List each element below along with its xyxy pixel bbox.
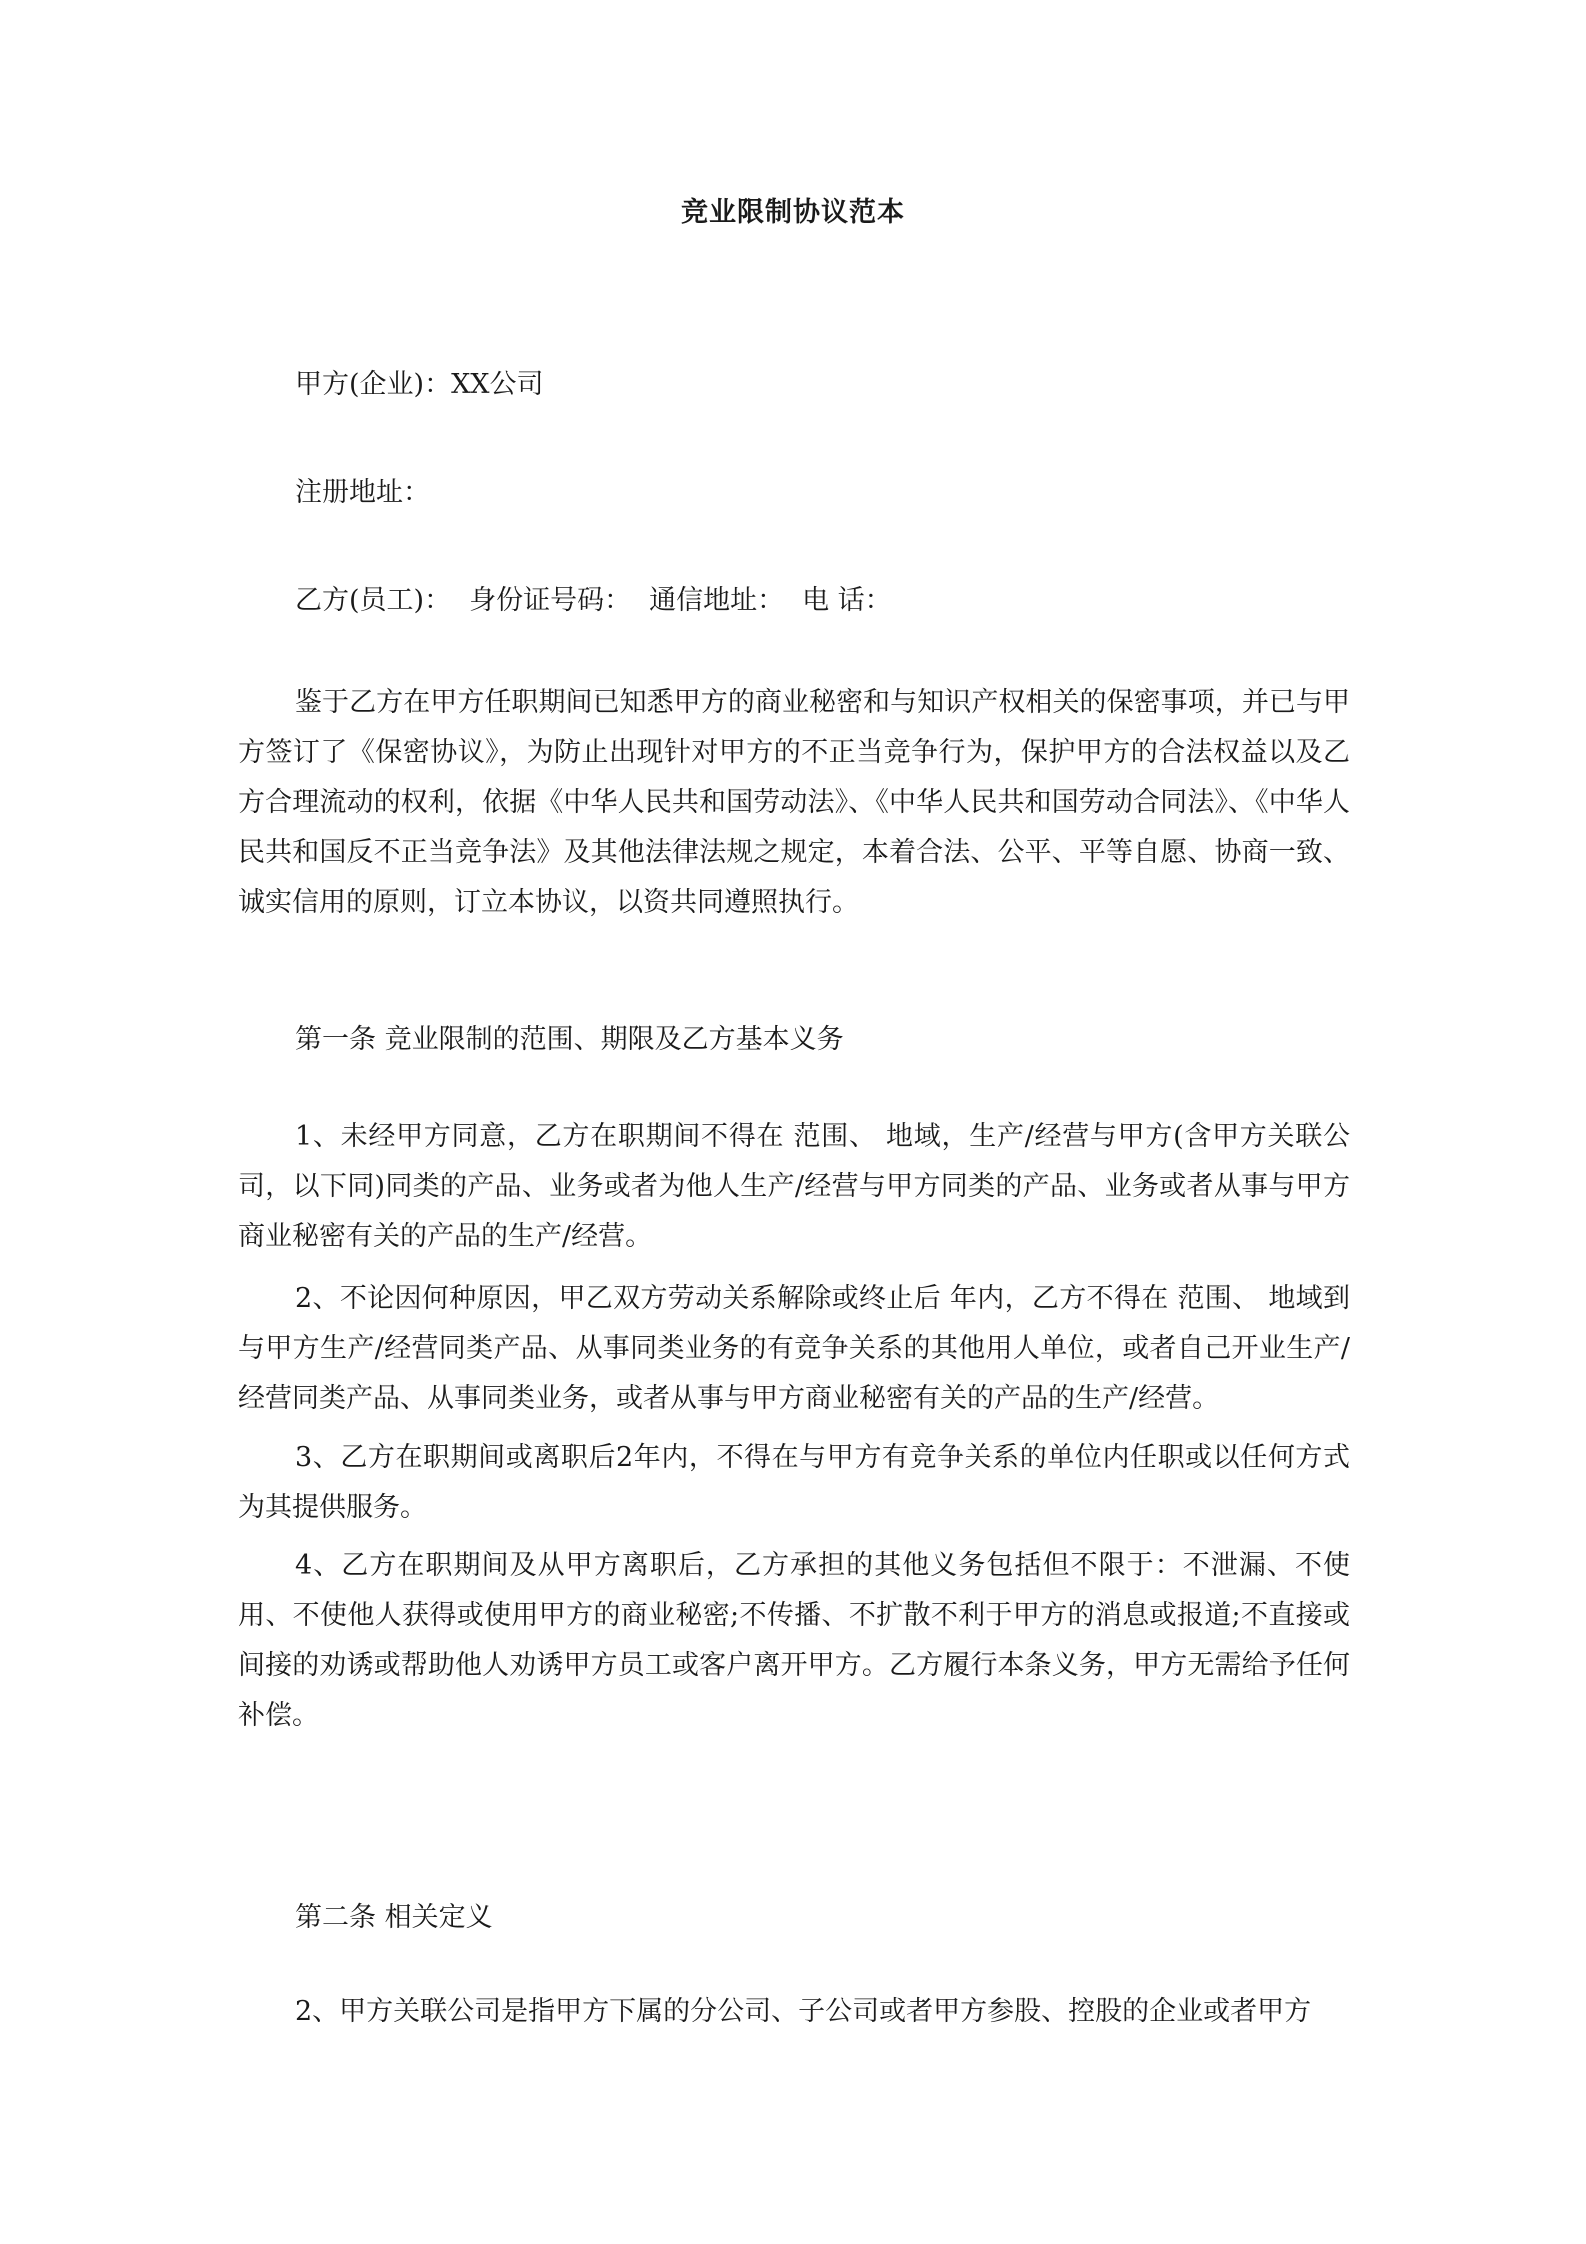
party-b-label: 乙方(员工)： xyxy=(295,585,452,616)
article-2-clause-2: 2、甲方关联公司是指甲方下属的分公司、子公司或者甲方参股、控股的企业或者甲方 xyxy=(295,1996,1312,2027)
registered-address-line: 注册地址： xyxy=(295,477,430,508)
preamble-paragraph: 鉴于乙方在甲方任职期间已知悉甲方的商业秘密和与知识产权相关的保密事项，并已与甲方签订了《保密协议》，为防止出现针对甲方的不正当竞争行为，保护甲方的合法权益以及乙方合理流动的权利，依据《中华人民共和国劳动法》、《中华人民共和国劳动合同法》、《中华人民共和国反不正当竞争法》及其他法律法规之规定，本着合法、公平、平等自愿、协商一致、诚实信用的原则，订立本协议，以资共同遵照执行。 xyxy=(238,687,1350,918)
document-title: 竞业限制协议范本 xyxy=(681,197,905,228)
party-b-id-number: 身份证号码： xyxy=(469,585,632,616)
article-1-clause-4: 4、乙方在职期间及从甲方离职后，乙方承担的其他义务包括但不限于：不泄漏、不使用、不使他人获得或使用甲方的商业秘密;不传播、不扩散不利于甲方的消息或报道;不直接或间接的劝诱或帮助他人劝诱甲方员工或客户离开甲方。乙方履行本条义务，甲方无需给予任何补偿。 xyxy=(238,1550,1350,1731)
party-b-address: 通信地址： xyxy=(649,585,785,616)
article-1-clause-1: 1、未经甲方同意，乙方在职期间不得在 范围、 地域，生产/经营与甲方(含甲方关联公司，以下同)同类的产品、业务或者为他人生产/经营与甲方同类的产品、业务或者从事与甲方商业秘密有关的产品的生产/经营。 xyxy=(238,1121,1350,1252)
party-a-line: 甲方(企业)：XX公司 xyxy=(295,369,544,400)
party-b-line xyxy=(295,578,892,617)
article-1-clause-3: 3、乙方在职期间或离职后2年内，不得在与甲方有竞争关系的单位内任职或以任何方式为其提供服务。 xyxy=(238,1442,1350,1523)
article-2-heading: 第二条 相关定义 xyxy=(295,1902,493,1933)
article-1-heading: 第一条 竞业限制的范围、期限及乙方基本义务 xyxy=(295,1024,844,1055)
article-1-clause-2: 2、不论因何种原因，甲乙双方劳动关系解除或终止后 年内，乙方不得在 范围、 地域到与甲方生产/经营同类产品、从事同类业务的有竞争关系的其他用人单位，或者自己开业生产/经营同类产品、从事同类业务，或者从事与甲方商业秘密有关的产品的生产/经营。 xyxy=(238,1283,1350,1414)
party-b-phone: 电 话： xyxy=(802,585,892,616)
